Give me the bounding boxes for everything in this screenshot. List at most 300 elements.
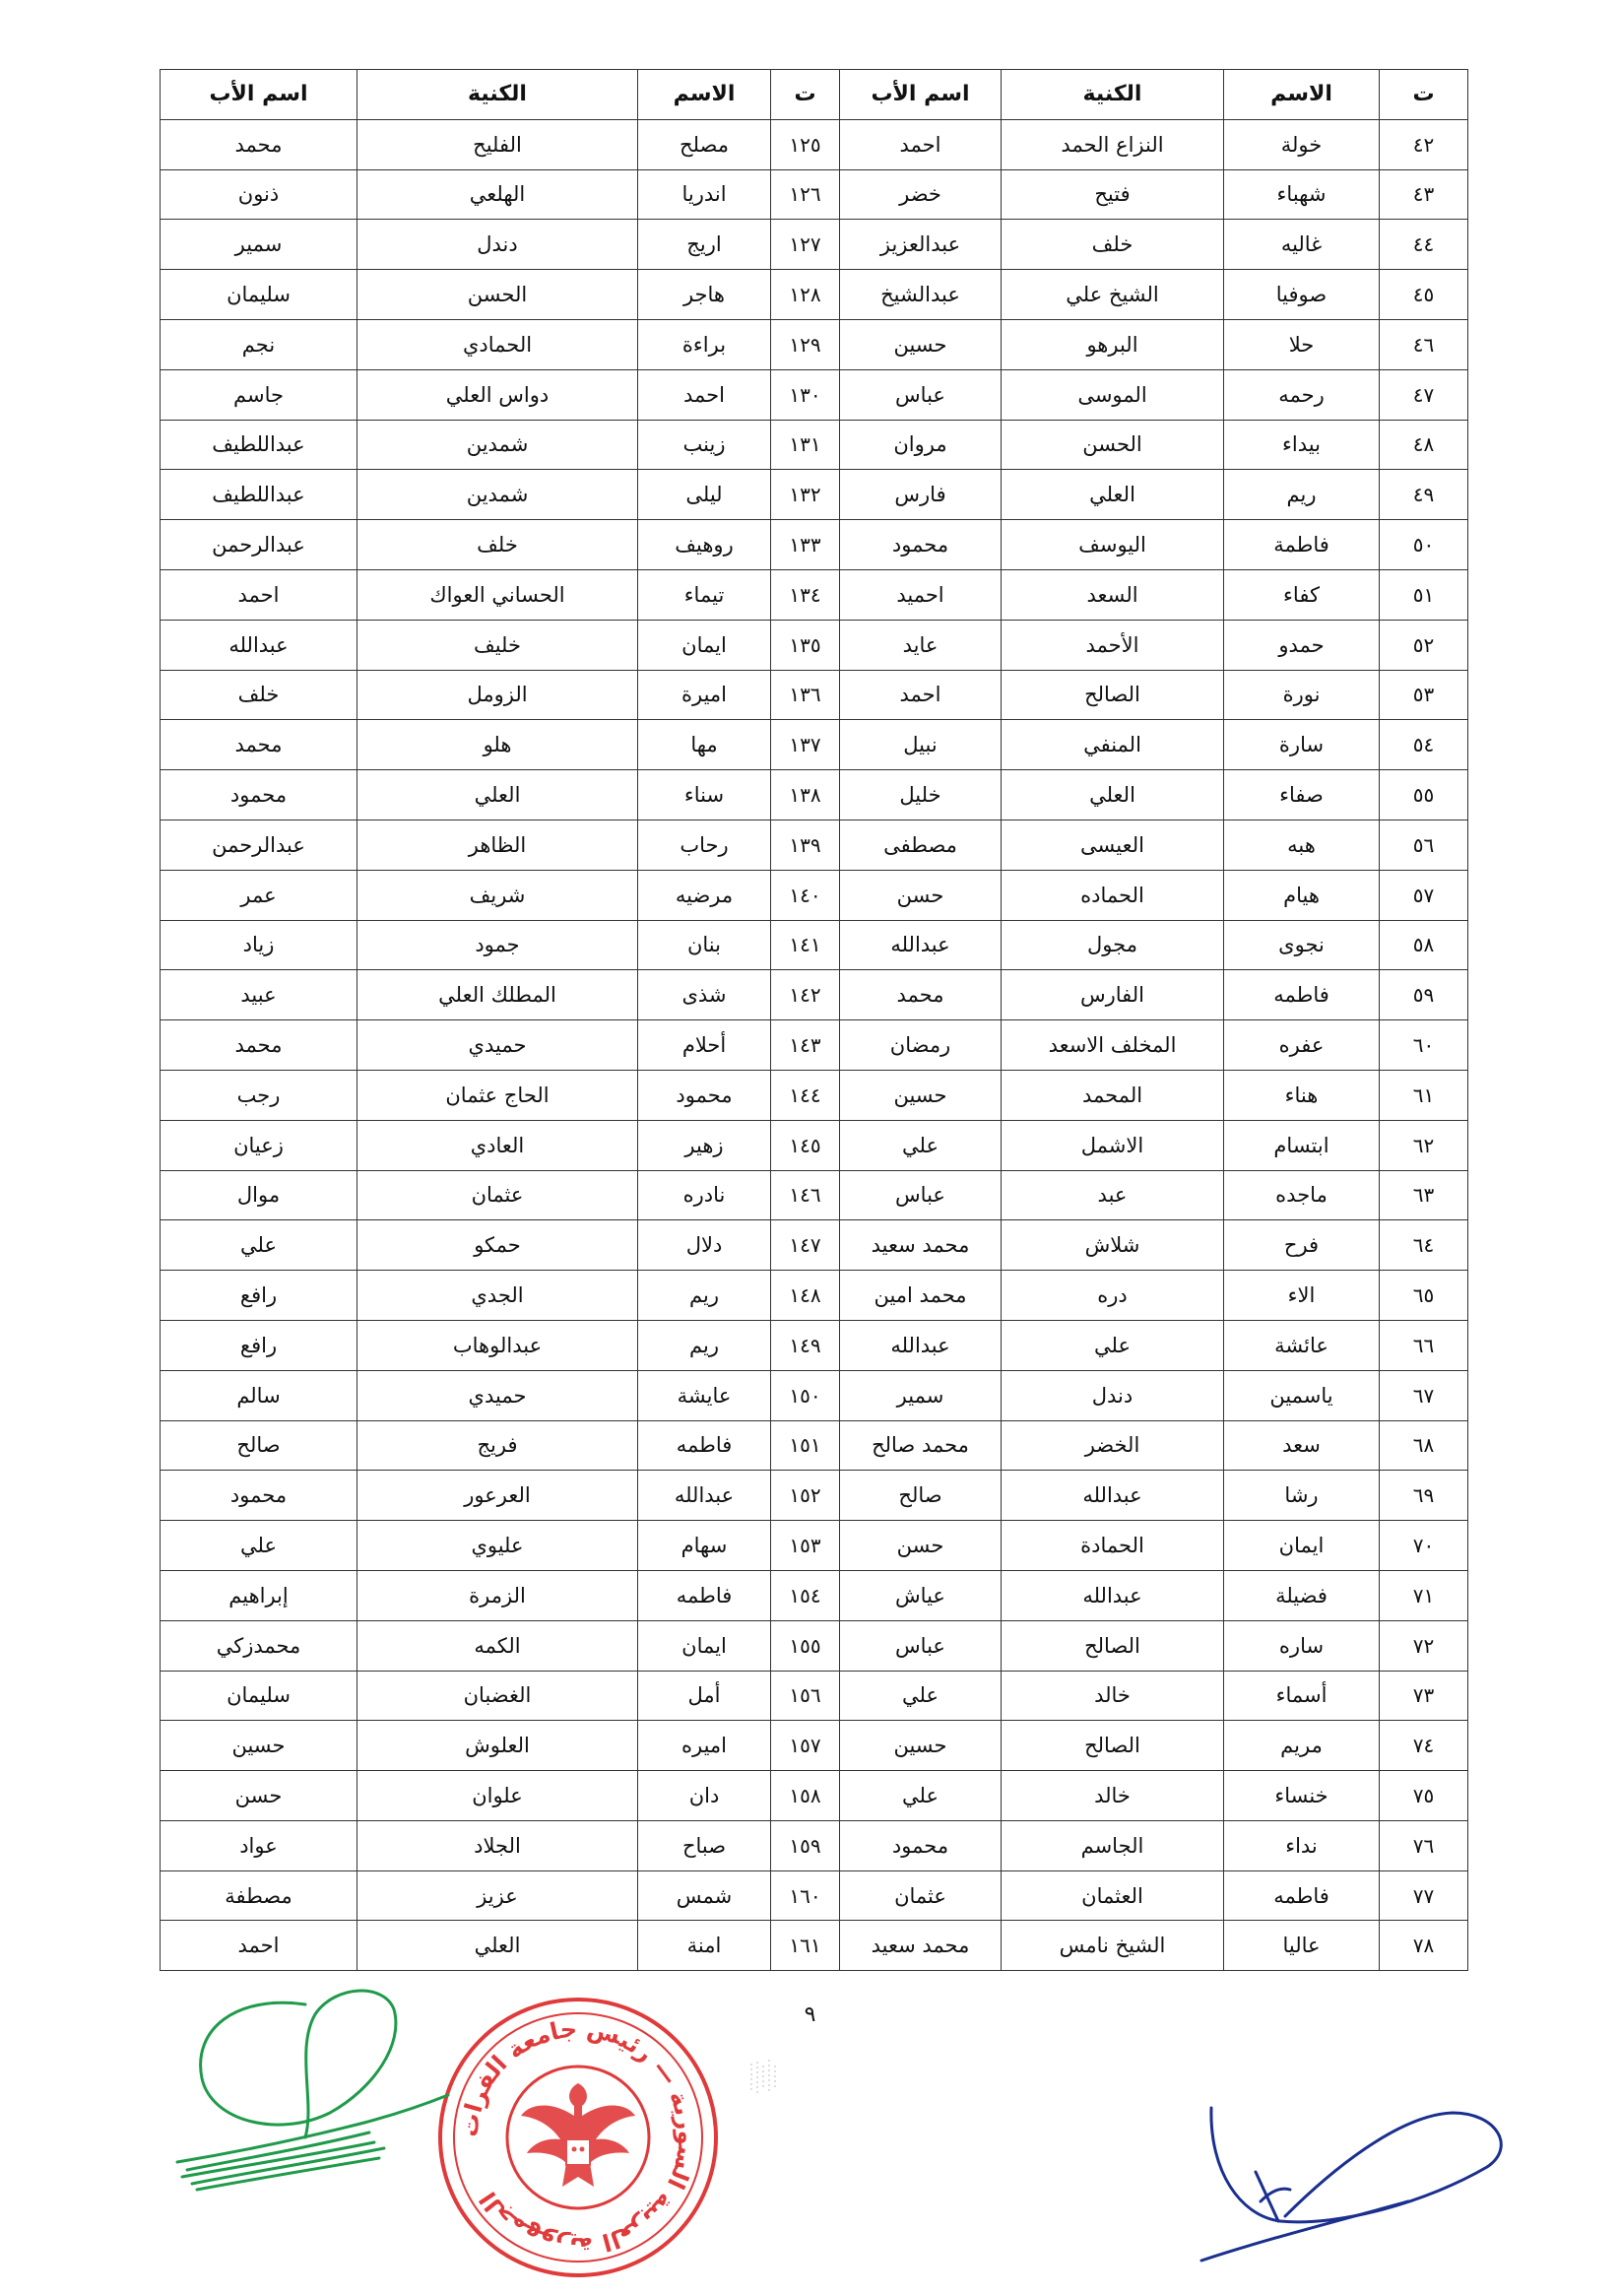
table-cell: محمد	[161, 720, 357, 770]
table-cell: جمود	[357, 920, 638, 970]
table-row	[161, 1170, 1468, 1220]
table-cell: عبداللطيف	[161, 420, 357, 470]
table-cell: ١٥٢	[771, 1471, 840, 1521]
table-cell: عبداللطيف	[161, 470, 357, 520]
table-cell: خنساء	[1224, 1771, 1380, 1821]
table-cell: العثمان	[1002, 1870, 1224, 1921]
table-cell: الخضر	[1002, 1420, 1224, 1471]
table-cell: ٧١	[1380, 1570, 1468, 1620]
table-cell: ٦٢	[1380, 1120, 1468, 1170]
table-cell: ١٤٨	[771, 1271, 840, 1321]
table-row	[161, 1570, 1468, 1620]
table-cell: ٤٧	[1380, 369, 1468, 420]
table-cell: عبدالرحمن	[161, 520, 357, 570]
table-cell: نجوى	[1224, 920, 1380, 970]
table-row	[161, 1870, 1468, 1921]
table-cell: محمد	[840, 970, 1002, 1020]
table-cell: هلو	[357, 720, 638, 770]
table-row	[161, 1521, 1468, 1571]
table-cell: هاجر	[638, 270, 771, 320]
table-cell: حمدو	[1224, 620, 1380, 670]
table-cell: مروان	[840, 420, 1002, 470]
table-cell: ٧٥	[1380, 1771, 1468, 1821]
table-cell: ١٢٦	[771, 169, 840, 220]
table-cell: ١٤٧	[771, 1220, 840, 1271]
table-cell: الزمرة	[357, 1570, 638, 1620]
table-cell: مجول	[1002, 920, 1224, 970]
table-cell: اندريا	[638, 169, 771, 220]
table-cell: ١٤٦	[771, 1170, 840, 1220]
table-cell: نبيل	[840, 720, 1002, 770]
table-cell: الزومل	[357, 670, 638, 720]
column-header: الكنية	[1002, 70, 1224, 120]
column-header: الاسم	[1224, 70, 1380, 120]
table-cell: ابتسام	[1224, 1120, 1380, 1170]
table-cell: ٦٣	[1380, 1170, 1468, 1220]
table-cell: علي	[840, 1771, 1002, 1821]
table-cell: شريف	[357, 870, 638, 920]
table-cell: الهلعي	[357, 169, 638, 220]
table-cell: صباح	[638, 1820, 771, 1870]
table-row	[161, 1271, 1468, 1321]
table-row	[161, 1070, 1468, 1120]
table-cell: الاشمل	[1002, 1120, 1224, 1170]
page-number: ٩	[804, 2002, 816, 2027]
table-cell: ١٣٨	[771, 770, 840, 820]
table-cell: ١٣٤	[771, 569, 840, 620]
table-cell: مرضيه	[638, 870, 771, 920]
table-cell: ٧٣	[1380, 1671, 1468, 1721]
table-cell: ٧٠	[1380, 1521, 1468, 1571]
table-cell: عبد	[1002, 1170, 1224, 1220]
table-cell: نورة	[1224, 670, 1380, 720]
table-cell: شهباء	[1224, 169, 1380, 220]
table-cell: ١٢٧	[771, 220, 840, 270]
table-cell: ١٤٤	[771, 1070, 840, 1120]
table-row	[161, 1721, 1468, 1771]
table-cell: ١٣٠	[771, 369, 840, 420]
table-cell: حسن	[161, 1771, 357, 1821]
table-cell: روهيف	[638, 520, 771, 570]
table-cell: محمود	[840, 520, 1002, 570]
table-cell: الفارس	[1002, 970, 1224, 1020]
table-cell: ٥١	[1380, 569, 1468, 620]
table-cell: الحاج عثمان	[357, 1070, 638, 1120]
table-cell: السعد	[1002, 569, 1224, 620]
table-cell: الاء	[1224, 1271, 1380, 1321]
table-cell: ١٣٧	[771, 720, 840, 770]
table-cell: سعد	[1224, 1420, 1380, 1471]
table-cell: فاطمة	[1224, 520, 1380, 570]
table-cell: عمر	[161, 870, 357, 920]
table-cell: ٥٣	[1380, 670, 1468, 720]
table-cell: علي	[840, 1671, 1002, 1721]
table-row	[161, 319, 1468, 369]
column-header: اسم الأب	[840, 70, 1002, 120]
table-cell: خالد	[1002, 1671, 1224, 1721]
table-cell: ماجده	[1224, 1170, 1380, 1220]
column-header: الكنية	[357, 70, 638, 120]
table-cell: عبدالله	[840, 920, 1002, 970]
table-cell: عبدالله	[1002, 1570, 1224, 1620]
table-cell: خلف	[1002, 220, 1224, 270]
table-cell: الموسى	[1002, 369, 1224, 420]
table-cell: مصطفى	[840, 820, 1002, 870]
table-cell: ١٥٥	[771, 1620, 840, 1671]
column-header: الاسم	[638, 70, 771, 120]
table-cell: الشيخ نامس	[1002, 1921, 1224, 1971]
table-cell: حسين	[840, 1721, 1002, 1771]
table-cell: الحماده	[1002, 870, 1224, 920]
table-cell: عثمان	[357, 1170, 638, 1220]
table-cell: ليلى	[638, 470, 771, 520]
table-cell: ١٤٩	[771, 1320, 840, 1370]
table-cell: ريم	[1224, 470, 1380, 520]
table-row	[161, 1420, 1468, 1471]
column-header: ت	[1380, 70, 1468, 120]
table-row	[161, 970, 1468, 1020]
table-cell: الأحمد	[1002, 620, 1224, 670]
table-cell: ٦٥	[1380, 1271, 1468, 1321]
table-cell: الجدي	[357, 1271, 638, 1321]
table-cell: سارة	[1224, 720, 1380, 770]
table-cell: ٦١	[1380, 1070, 1468, 1120]
table-cell: الغضبان	[357, 1671, 638, 1721]
table-cell: ١٣٦	[771, 670, 840, 720]
table-cell: ايمان	[1224, 1521, 1380, 1571]
table-cell: ٥٨	[1380, 920, 1468, 970]
table-cell: خليل	[840, 770, 1002, 820]
table-cell: ١٢٩	[771, 319, 840, 369]
table-cell: ساره	[1224, 1620, 1380, 1671]
table-cell: ٦٤	[1380, 1220, 1468, 1271]
table-cell: غاليه	[1224, 220, 1380, 270]
table-cell: شمس	[638, 1870, 771, 1921]
table-cell: حسين	[840, 1070, 1002, 1120]
table-cell: سمير	[840, 1370, 1002, 1420]
table-cell: رافع	[161, 1271, 357, 1321]
table-cell: الشيخ علي	[1002, 270, 1224, 320]
table-cell: احمد	[840, 670, 1002, 720]
table-cell: اميرة	[638, 670, 771, 720]
table-row	[161, 220, 1468, 270]
table-cell: الفليح	[357, 119, 638, 169]
table-cell: علي	[1002, 1320, 1224, 1370]
table-cell: زعيان	[161, 1120, 357, 1170]
table-cell: هبه	[1224, 820, 1380, 870]
table-cell: دره	[1002, 1271, 1224, 1321]
table-cell: محمد سعيد	[840, 1220, 1002, 1271]
table-row	[161, 820, 1468, 870]
table-cell: محمد صالح	[840, 1420, 1002, 1471]
table-cell: ٦٦	[1380, 1320, 1468, 1370]
table-row	[161, 270, 1468, 320]
table-cell: اريج	[638, 220, 771, 270]
table-cell: علي	[161, 1220, 357, 1271]
table-cell: ٤٨	[1380, 420, 1468, 470]
table-cell: ايمان	[638, 620, 771, 670]
table-cell: براءة	[638, 319, 771, 369]
table-row	[161, 1320, 1468, 1370]
table-cell: صالح	[161, 1420, 357, 1471]
table-cell: فاطمه	[638, 1570, 771, 1620]
table-cell: فارس	[840, 470, 1002, 520]
table-row	[161, 870, 1468, 920]
table-cell: محمد	[161, 119, 357, 169]
table-cell: ٤٥	[1380, 270, 1468, 320]
table-cell: زياد	[161, 920, 357, 970]
table-cell: عثمان	[840, 1870, 1002, 1921]
table-cell: ٥٧	[1380, 870, 1468, 920]
table-cell: موال	[161, 1170, 357, 1220]
table-cell: احمد	[638, 369, 771, 420]
table-cell: الجاسم	[1002, 1820, 1224, 1870]
table-cell: المنفي	[1002, 720, 1224, 770]
table-cell: ٧٧	[1380, 1870, 1468, 1921]
table-cell: زهير	[638, 1120, 771, 1170]
table-cell: فرح	[1224, 1220, 1380, 1271]
table-cell: الصالح	[1002, 1620, 1224, 1671]
table-cell: خلف	[161, 670, 357, 720]
table-row	[161, 1620, 1468, 1671]
table-cell: تيماء	[638, 569, 771, 620]
table-row	[161, 1921, 1468, 1971]
table-cell: شذى	[638, 970, 771, 1020]
table-cell: محمود	[161, 1471, 357, 1521]
table-cell: أسماء	[1224, 1671, 1380, 1721]
table-row	[161, 1220, 1468, 1271]
table-row	[161, 369, 1468, 420]
table-cell: دندل	[1002, 1370, 1224, 1420]
signature-left	[167, 1975, 463, 2197]
table-cell: ١٣١	[771, 420, 840, 470]
table-cell: صوفيا	[1224, 270, 1380, 320]
table-cell: ٧٤	[1380, 1721, 1468, 1771]
column-header: اسم الأب	[161, 70, 357, 120]
table-cell: سناء	[638, 770, 771, 820]
table-cell: حسين	[161, 1721, 357, 1771]
table-cell: دندل	[357, 220, 638, 270]
table-cell: ذنون	[161, 169, 357, 220]
table-cell: حسين	[840, 319, 1002, 369]
table-cell: العرعور	[357, 1471, 638, 1521]
table-cell: عبدالله	[1002, 1471, 1224, 1521]
table-cell: ١٥٣	[771, 1521, 840, 1571]
table-cell: حسن	[840, 870, 1002, 920]
table-cell: فاطمه	[1224, 970, 1380, 1020]
table-cell: ١٢٥	[771, 119, 840, 169]
table-cell: ٤٤	[1380, 220, 1468, 270]
table-cell: عياش	[840, 1570, 1002, 1620]
table-cell: ٥٩	[1380, 970, 1468, 1020]
table-cell: مريم	[1224, 1721, 1380, 1771]
table-row	[161, 1020, 1468, 1071]
table-body	[161, 119, 1468, 1970]
table-cell: عبدالرحمن	[161, 820, 357, 870]
table-cell: الحمادة	[1002, 1521, 1224, 1571]
table-cell: مصطفة	[161, 1870, 357, 1921]
table-cell: علي	[161, 1521, 357, 1571]
table-row	[161, 470, 1468, 520]
table-cell: المحمد	[1002, 1070, 1224, 1120]
table-row	[161, 1820, 1468, 1870]
table-cell: دلال	[638, 1220, 771, 1271]
table-cell: عبدالله	[638, 1471, 771, 1521]
table-row	[161, 1120, 1468, 1170]
table-cell: عباس	[840, 1620, 1002, 1671]
table-cell: عاليا	[1224, 1921, 1380, 1971]
table-cell: ٧٢	[1380, 1620, 1468, 1671]
table-cell: ٦٩	[1380, 1471, 1468, 1521]
table-cell: الجلاد	[357, 1820, 638, 1870]
table-cell: بيداء	[1224, 420, 1380, 470]
names-table	[160, 69, 1468, 1971]
table-cell: العلي	[357, 770, 638, 820]
table-row	[161, 770, 1468, 820]
table-cell: حلا	[1224, 319, 1380, 369]
table-cell: ١٤٢	[771, 970, 840, 1020]
table-cell: الظاهر	[357, 820, 638, 870]
table-cell: احمد	[161, 1921, 357, 1971]
table-cell: ١٣٢	[771, 470, 840, 520]
table-cell: مصلح	[638, 119, 771, 169]
table-cell: فاطمه	[638, 1420, 771, 1471]
table-cell: العلي	[1002, 770, 1224, 820]
column-header: ت	[771, 70, 840, 120]
table-cell: نجم	[161, 319, 357, 369]
table-cell: فاطمه	[1224, 1870, 1380, 1921]
seal-text: الجمهورية العربية السورية — رئيس جامعة الفرات	[455, 2014, 701, 2261]
table-cell: البرهو	[1002, 319, 1224, 369]
table-cell: رافع	[161, 1320, 357, 1370]
table-cell: ٧٦	[1380, 1820, 1468, 1870]
table-cell: دواس العلي	[357, 369, 638, 420]
table-cell: عليوي	[357, 1521, 638, 1571]
table-cell: صفاء	[1224, 770, 1380, 820]
table-cell: نداء	[1224, 1820, 1380, 1870]
table-cell: ٤٢	[1380, 119, 1468, 169]
table-cell: ١٥٧	[771, 1721, 840, 1771]
table-cell: بنان	[638, 920, 771, 970]
table-cell: ٥٠	[1380, 520, 1468, 570]
table-cell: أحلام	[638, 1020, 771, 1071]
table-row	[161, 1771, 1468, 1821]
table-cell: محمود	[638, 1070, 771, 1120]
table-cell: ٥٦	[1380, 820, 1468, 870]
table-row	[161, 1370, 1468, 1420]
table-row	[161, 119, 1468, 169]
table-cell: خلف	[357, 520, 638, 570]
table-cell: عباس	[840, 1170, 1002, 1220]
table-row	[161, 720, 1468, 770]
table-cell: امنة	[638, 1921, 771, 1971]
table-cell: إبراهيم	[161, 1570, 357, 1620]
table-row	[161, 670, 1468, 720]
table-cell: زينب	[638, 420, 771, 470]
table-cell: حميدي	[357, 1020, 638, 1071]
table-cell: عبدالله	[161, 620, 357, 670]
table-cell: ٦٨	[1380, 1420, 1468, 1471]
table-cell: ٧٨	[1380, 1921, 1468, 1971]
table-cell: ٦٠	[1380, 1020, 1468, 1071]
table-cell: العيسى	[1002, 820, 1224, 870]
table-cell: ١٥٩	[771, 1820, 840, 1870]
table-cell: أمل	[638, 1671, 771, 1721]
table-cell: دان	[638, 1771, 771, 1821]
table-cell: الحمادي	[357, 319, 638, 369]
table-cell: ١٥٦	[771, 1671, 840, 1721]
table-cell: علي	[840, 1120, 1002, 1170]
official-seal	[430, 1990, 726, 2285]
table-cell: ١٥٠	[771, 1370, 840, 1420]
table-cell: سليمان	[161, 270, 357, 320]
table-cell: العلي	[357, 1921, 638, 1971]
table-cell: ١٣٩	[771, 820, 840, 870]
table-cell: فتيح	[1002, 169, 1224, 220]
table-cell: جاسم	[161, 369, 357, 420]
table-cell: الحساني العواك	[357, 569, 638, 620]
table-cell: ريم	[638, 1320, 771, 1370]
table-cell: ١٥١	[771, 1420, 840, 1471]
table-cell: رمضان	[840, 1020, 1002, 1071]
table-cell: سليمان	[161, 1671, 357, 1721]
table-cell: عزيز	[357, 1870, 638, 1921]
table-cell: كفاء	[1224, 569, 1380, 620]
table-cell: حميدي	[357, 1370, 638, 1420]
table-cell: الحسن	[357, 270, 638, 320]
table-cell: خضر	[840, 169, 1002, 220]
table-cell: العلوش	[357, 1721, 638, 1771]
table-cell: محمد امين	[840, 1271, 1002, 1321]
table-cell: فريج	[357, 1420, 638, 1471]
table-cell: ٤٩	[1380, 470, 1468, 520]
faint-scan-mark	[744, 2054, 783, 2098]
table-cell: سهام	[638, 1521, 771, 1571]
table-row	[161, 1471, 1468, 1521]
table-cell: عواد	[161, 1820, 357, 1870]
table-cell: ٥٢	[1380, 620, 1468, 670]
table-cell: ١٥٤	[771, 1570, 840, 1620]
table-cell: شمدين	[357, 420, 638, 470]
table-cell: ١٢٨	[771, 270, 840, 320]
table-cell: العلي	[1002, 470, 1224, 520]
table-cell: عايد	[840, 620, 1002, 670]
table-cell: خالد	[1002, 1771, 1224, 1821]
table-row	[161, 620, 1468, 670]
table-cell: ٤٣	[1380, 169, 1468, 220]
table-cell: اليوسف	[1002, 520, 1224, 570]
table-cell: ١٦٠	[771, 1870, 840, 1921]
table-cell: ريم	[638, 1271, 771, 1321]
table-row	[161, 569, 1468, 620]
table-cell: اميره	[638, 1721, 771, 1771]
table-cell: فضيلة	[1224, 1570, 1380, 1620]
table-cell: عبيد	[161, 970, 357, 1020]
table-cell: ٦٧	[1380, 1370, 1468, 1420]
table-cell: ياسمين	[1224, 1370, 1380, 1420]
table-cell: حسن	[840, 1521, 1002, 1571]
table-cell: محمد	[161, 1020, 357, 1071]
table-cell: هناء	[1224, 1070, 1380, 1120]
table-cell: شمدين	[357, 470, 638, 520]
table-cell: احمد	[161, 569, 357, 620]
table-cell: ١٤٥	[771, 1120, 840, 1170]
table-cell: عبدالوهاب	[357, 1320, 638, 1370]
table-cell: عبدالعزيز	[840, 220, 1002, 270]
table-cell: نادره	[638, 1170, 771, 1220]
table-cell: عباس	[840, 369, 1002, 420]
table-cell: الحسن	[1002, 420, 1224, 470]
